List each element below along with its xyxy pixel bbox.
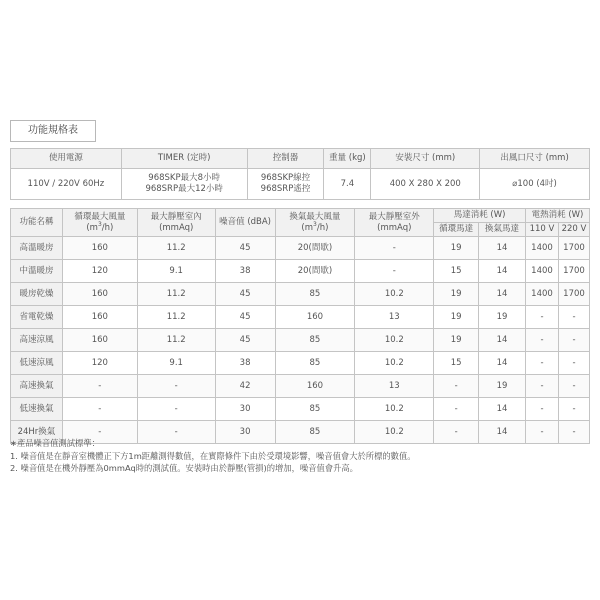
table-cell: 38 [215,352,275,375]
perf-header-static-in-unit: (mmAq) [159,222,194,233]
table-cell: 14 [479,398,526,421]
table-cell: 10.2 [355,398,434,421]
table-cell: 1700 [558,237,589,260]
spec-header-row [11,149,590,169]
table-cell: 15 [434,352,479,375]
unit-part: /h) [316,222,329,233]
table-cell: 19 [434,329,479,352]
table-cell: 9.1 [137,352,215,375]
table-cell: 11.2 [137,283,215,306]
spec-controller [247,169,324,200]
table-cell: - [526,329,559,352]
spec-controller-line1: 968SKP線控 [260,173,311,183]
row-name: 省電乾燥 [11,306,63,329]
table-cell: 14 [479,283,526,306]
table-cell: 19 [479,375,526,398]
table-cell: 85 [275,352,355,375]
table-cell: 85 [275,283,355,306]
table-row [11,283,590,306]
perf-header-heat: 電熱消耗 (W) [526,209,590,223]
table-row [11,260,590,283]
note-1: 1. 噪音值是在靜音室機體正下方1m距離測得數值，在實際條件下由於受環境影響，噪音值會大於所標的數值。 [10,450,416,461]
table-cell: 160 [62,306,137,329]
perf-header-static-in-title: 最大靜壓室內 [150,211,202,222]
table-cell: 10.2 [355,329,434,352]
spec-header-install-size: 安裝尺寸 (mm) [371,149,480,169]
unit-superscript: 3 [313,220,317,228]
table-cell: 1400 [526,237,559,260]
row-name: 高速換氣 [11,375,63,398]
spec-value-row [11,169,590,200]
table-cell: 160 [275,375,355,398]
table-cell: 30 [215,398,275,421]
table-cell: - [62,398,137,421]
table-cell: 10.2 [355,421,434,444]
spec-header-controller: 控制器 [247,149,324,169]
table-cell: 160 [275,306,355,329]
table-cell: 45 [215,329,275,352]
table-cell: 14 [479,421,526,444]
table-row [11,398,590,421]
row-name: 24Hr換氣 [11,421,63,444]
spec-power: 110V / 220V 60Hz [11,169,122,200]
table-cell: 160 [62,329,137,352]
table-cell: 85 [275,398,355,421]
unit-superscript: 3 [97,220,102,228]
perf-header-name: 功能名稱 [11,209,63,237]
table-cell: - [355,237,434,260]
table-row [11,352,590,375]
table-cell: 15 [434,260,479,283]
table-cell: 1700 [558,260,589,283]
row-name: 高溫暖房 [11,237,63,260]
spec-timer-line2: 968SRP最大12小時 [145,184,223,194]
perf-header-airflow-unit [63,220,137,234]
section-title: 功能規格表 [10,120,96,142]
table-cell: - [558,421,589,444]
table-cell: 11.2 [137,306,215,329]
table-cell: 45 [215,283,275,306]
row-name: 低速換氣 [11,398,63,421]
table-cell: - [434,398,479,421]
table-cell: - [137,398,215,421]
table-row [11,375,590,398]
table-cell: 85 [275,329,355,352]
spec-timer [121,169,247,200]
table-row [11,329,590,352]
table-cell: 20(間歇) [275,237,355,260]
table-cell: - [558,329,589,352]
perf-header-static-out-unit: (mmAq) [377,222,412,233]
table-cell: - [62,421,137,444]
table-cell: - [558,398,589,421]
table-cell: 160 [62,283,137,306]
table-cell: 1400 [526,283,559,306]
spec-outlet-size: ⌀100 (4吋) [480,169,590,200]
table-cell: 19 [479,306,526,329]
table-row [11,237,590,260]
spec-header-weight: 重量 (kg) [324,149,371,169]
table-cell: 120 [62,260,137,283]
table-cell: 14 [479,329,526,352]
table-cell: 20(間歇) [275,260,355,283]
table-cell: - [434,421,479,444]
table-cell: 11.2 [137,237,215,260]
table-cell: - [526,398,559,421]
unit-part: (m [301,222,314,233]
table-cell: - [558,306,589,329]
perf-header-static-out [355,209,434,237]
table-cell: 14 [479,260,526,283]
perf-header-motor: 馬達消耗 (W) [434,209,526,223]
perf-header-heat-110: 110 V [526,223,559,237]
table-cell: - [558,375,589,398]
spec-controller-line2: 968SRP遙控 [260,184,311,194]
perf-header-motor-circ: 循環馬達 [434,223,479,237]
table-cell: 10.2 [355,352,434,375]
unit-part: (m [86,222,98,233]
table-cell: - [526,421,559,444]
perf-header-static-out-title: 最大靜壓室外 [368,211,420,222]
row-name: 暖房乾燥 [11,283,63,306]
perf-header-airflow [62,209,137,237]
spec-header-timer: TIMER (定時) [121,149,247,169]
spec-header-power: 使用電源 [11,149,122,169]
table-cell: - [62,375,137,398]
row-name: 高速涼風 [11,329,63,352]
perf-header-noise: 噪音值 (dBA) [215,209,275,237]
perf-header-row-1 [11,209,590,223]
table-cell: 120 [62,352,137,375]
row-name: 低速涼風 [11,352,63,375]
perf-header-static-in [137,209,215,237]
table-cell: 14 [479,237,526,260]
perf-header-motor-vent: 換氣馬達 [479,223,526,237]
table-cell: 14 [479,352,526,375]
table-cell: 13 [355,375,434,398]
perf-header-heat-220: 220 V [558,223,589,237]
table-cell: - [558,352,589,375]
note-2: 2. 噪音值是在機外靜壓為0mmAq時的測試值。安裝時由於靜壓(管損)的增加，噪音值會升高。 [10,463,358,473]
spec-weight: 7.4 [324,169,371,200]
performance-table [10,208,590,444]
spec-table [10,148,590,200]
spec-header-outlet-size: 出風口尺寸 (mm) [480,149,590,169]
table-cell: 45 [215,306,275,329]
table-cell: - [526,352,559,375]
notes-heading: ∗產品噪音值測試標準： [10,438,100,448]
perf-header-vent-title: 換氣最大風量 [289,211,341,222]
table-cell: 9.1 [137,260,215,283]
table-cell: 1400 [526,260,559,283]
table-cell: - [526,375,559,398]
table-cell: 42 [215,375,275,398]
spec-timer-line1: 968SKP最大8小時 [148,173,221,183]
table-row [11,306,590,329]
table-cell: 19 [434,283,479,306]
table-cell: 19 [434,237,479,260]
table-cell: - [434,375,479,398]
perf-header-vent-unit [276,220,355,234]
table-cell: 85 [275,421,355,444]
unit-part: /h) [101,222,114,233]
spec-install-size: 400 X 280 X 200 [371,169,480,200]
perf-header-airflow-title: 循環最大風量 [74,211,126,222]
table-cell: - [137,421,215,444]
table-cell: 13 [355,306,434,329]
table-cell: 38 [215,260,275,283]
table-cell: 30 [215,421,275,444]
table-cell: 160 [62,237,137,260]
notes [10,437,595,475]
table-cell: - [355,260,434,283]
table-cell: 19 [434,306,479,329]
table-cell: - [137,375,215,398]
perf-header-vent [275,209,355,237]
row-name: 中溫暖房 [11,260,63,283]
table-cell: 45 [215,237,275,260]
table-cell: 10.2 [355,283,434,306]
table-cell: - [526,306,559,329]
table-cell: 11.2 [137,329,215,352]
table-cell: 1700 [558,283,589,306]
